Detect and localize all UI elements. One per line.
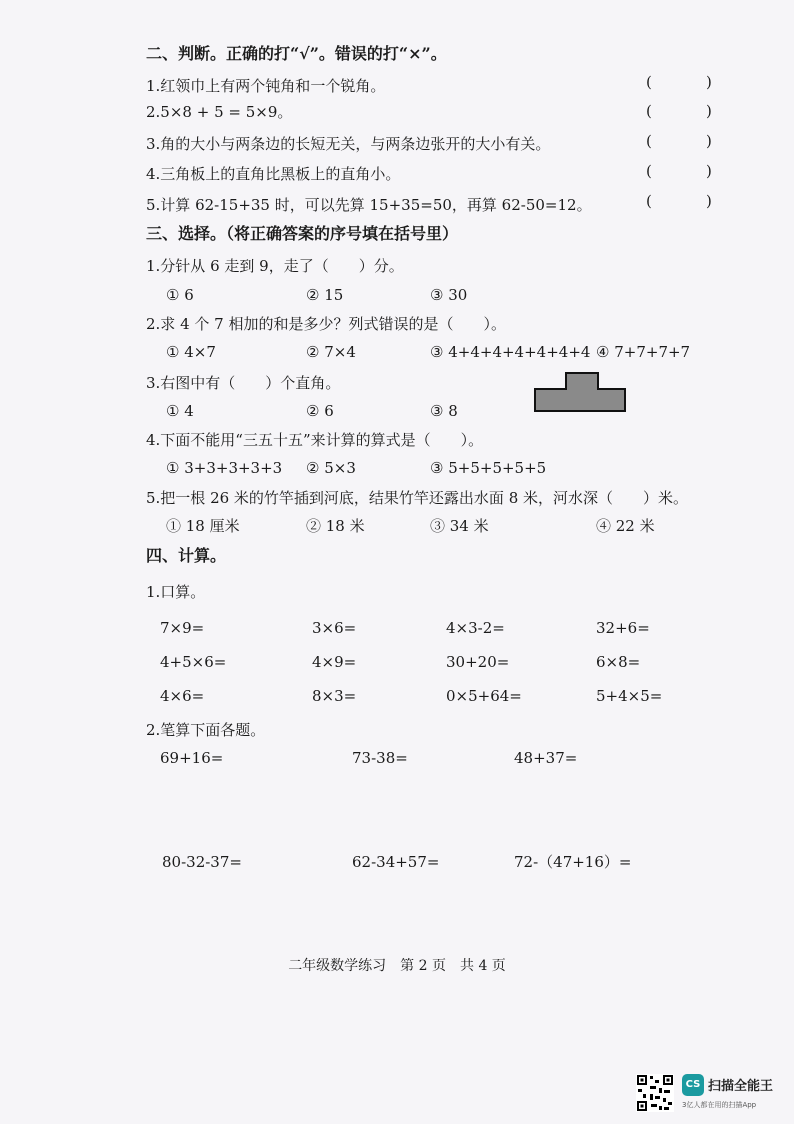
choice-q5-option-3[interactable]: ③ 34 米 bbox=[430, 517, 489, 535]
choice-q3-option-2[interactable]: ② 6 bbox=[306, 402, 334, 420]
judge-item-3: 3.角的大小与两条边的长短无关，与两条边张开的大小有关。 bbox=[146, 135, 551, 153]
oral-problem: 8×3= bbox=[312, 687, 357, 705]
answer-blank-3-close: ) bbox=[706, 132, 712, 150]
choice-q2-option-1[interactable]: ① 4×7 bbox=[166, 343, 216, 361]
oral-problem: 3×6= bbox=[312, 619, 357, 637]
oral-calc-title: 1.口算。 bbox=[146, 583, 206, 601]
oral-problem: 30+20= bbox=[446, 653, 510, 671]
answer-blank-4-close: ) bbox=[706, 162, 712, 180]
right-angle-figure bbox=[532, 370, 628, 414]
oral-problem: 32+6= bbox=[596, 619, 650, 637]
judge-item-4: 4.三角板上的直角比黑板上的直角小。 bbox=[146, 165, 401, 183]
section3-title: 三、选择。（将正确答案的序号填在括号里） bbox=[146, 224, 459, 243]
answer-blank-5-close: ) bbox=[706, 192, 712, 210]
choice-q1-option-1[interactable]: ① 6 bbox=[166, 286, 194, 304]
scanner-app-name: 扫描全能王 bbox=[708, 1079, 774, 1094]
choice-q4-option-1[interactable]: ① 3+3+3+3+3 bbox=[166, 459, 283, 477]
choice-q1-option-3[interactable]: ③ 30 bbox=[430, 286, 468, 304]
choice-q3-option-3[interactable]: ③ 8 bbox=[430, 402, 458, 420]
answer-blank-1-open[interactable]: ( bbox=[646, 73, 652, 91]
page-footer: 二年级数学练习 第 2 页 共 4 页 bbox=[288, 958, 506, 974]
choice-q5-stem: 5.把一根 26 米的竹竿插到河底，结果竹竿还露出水面 8 米，河水深（ ）米。 bbox=[146, 489, 689, 507]
choice-q1-option-2[interactable]: ② 15 bbox=[306, 286, 344, 304]
written-problem: 73-38= bbox=[352, 749, 408, 767]
section2-title: 二、判断。正确的打“√”。错误的打“×”。 bbox=[146, 44, 447, 63]
choice-q3-stem: 3.右图中有（ ）个直角。 bbox=[146, 374, 341, 392]
written-problem: 48+37= bbox=[514, 749, 578, 767]
oral-problem: 4×6= bbox=[160, 687, 205, 705]
written-calc-title: 2.笔算下面各题。 bbox=[146, 721, 266, 739]
written-problem: 62-34+57= bbox=[352, 853, 440, 871]
choice-q2-option-4[interactable]: ④ 7+7+7+7 bbox=[596, 343, 691, 361]
written-problem: 72-（47+16）= bbox=[514, 853, 632, 871]
choice-q4-stem: 4.下面不能用“三五十五”来计算的算式是（ ）。 bbox=[146, 431, 484, 449]
camscanner-logo-icon: CS bbox=[682, 1074, 704, 1096]
oral-problem: 6×8= bbox=[596, 653, 641, 671]
choice-q1-stem: 1.分针从 6 走到 9，走了（ ）分。 bbox=[146, 257, 404, 275]
choice-q5-option-2[interactable]: ② 18 米 bbox=[306, 517, 365, 535]
choice-q3-option-1[interactable]: ① 4 bbox=[166, 402, 194, 420]
choice-q4-option-3[interactable]: ③ 5+5+5+5+5 bbox=[430, 459, 547, 477]
answer-blank-5-open[interactable]: ( bbox=[646, 192, 652, 210]
judge-item-5: 5.计算 62-15+35 时，可以先算 15+35=50，再算 62-50=12。 bbox=[146, 196, 592, 214]
choice-q5-option-4[interactable]: ④ 22 米 bbox=[596, 517, 655, 535]
oral-problem: 4+5×6= bbox=[160, 653, 227, 671]
choice-q4-option-2[interactable]: ② 5×3 bbox=[306, 459, 356, 477]
section4-title: 四、计算。 bbox=[146, 546, 227, 565]
answer-blank-2-open[interactable]: ( bbox=[646, 102, 652, 120]
oral-problem: 0×5+64= bbox=[446, 687, 522, 705]
oral-problem: 5+4×5= bbox=[596, 687, 663, 705]
answer-blank-4-open[interactable]: ( bbox=[646, 162, 652, 180]
answer-blank-3-open[interactable]: ( bbox=[646, 132, 652, 150]
scanner-tagline: 3亿人都在用的扫描App bbox=[682, 1101, 757, 1109]
qr-code-icon bbox=[636, 1074, 674, 1112]
oral-problem: 4×9= bbox=[312, 653, 357, 671]
judge-item-1: 1.红领巾上有两个钝角和一个锐角。 bbox=[146, 77, 386, 95]
choice-q2-stem: 2.求 4 个 7 相加的和是多少？列式错误的是（ ）。 bbox=[146, 315, 506, 333]
answer-blank-1-close: ) bbox=[706, 73, 712, 91]
judge-item-2: 2.5×8 + 5 = 5×9。 bbox=[146, 103, 293, 121]
choice-q2-option-2[interactable]: ② 7×4 bbox=[306, 343, 356, 361]
oral-problem: 4×3-2= bbox=[446, 619, 505, 637]
choice-q5-option-1[interactable]: ① 18 厘米 bbox=[166, 517, 240, 535]
oral-problem: 7×9= bbox=[160, 619, 205, 637]
choice-q2-option-3[interactable]: ③ 4+4+4+4+4+4+4 bbox=[430, 343, 591, 361]
written-problem: 80-32-37= bbox=[162, 853, 242, 871]
answer-blank-2-close: ) bbox=[706, 102, 712, 120]
written-problem: 69+16= bbox=[160, 749, 224, 767]
